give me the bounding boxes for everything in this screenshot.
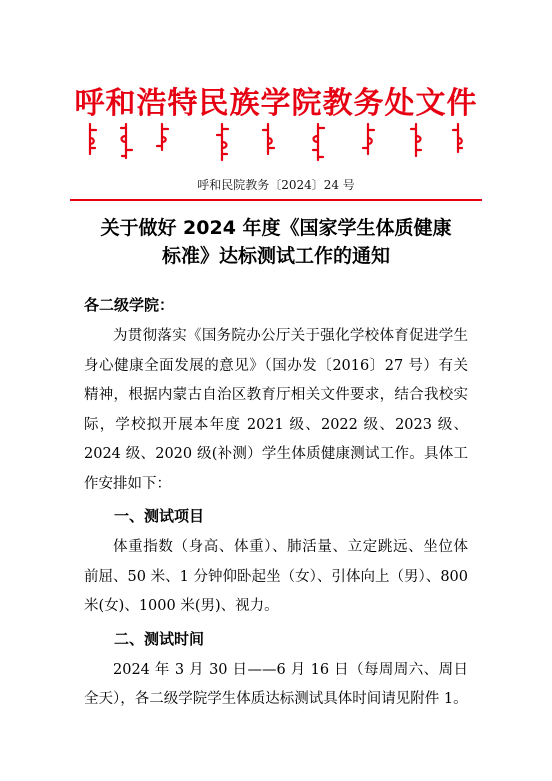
document-number: 呼和民院教务〔2024〕24 号 [197,178,355,192]
mongolian-script-title [86,120,466,162]
addressee: 各二级学院： [84,296,175,314]
issuer-red-title: 呼和浩特民族学院教务处文件 [74,86,478,121]
intro-paragraph: 为贯彻落实《国务院办公厅关于强化学校体育促进学生身心健康全面发展的意见》（国办发〔2016〕27 号）有关精神，根据内蒙古自治区教育厅相关文件要求，结合我校实际，学校拟开展本年度 2021 级、2022 级、2023 级、2024 级、2020 级(补测）学生体质健康测试工作。具体工作安排如下： [84,328,468,492]
notice-title-line-1: 关于做好 2024 年度《国家学生体质健康 [100,217,452,239]
notice-body [84,290,468,715]
notice-title [60,214,492,270]
test-items-paragraph: 体重指数（身高、体重）、肺活量、立定跳远、坐位体前屈、50 米、1 分钟仰卧起坐（女）、引体向上（男）、800 米(女)、1000 米(男)、视力。 [84,539,468,614]
section-heading-test-items: 一、测试项目 [114,507,205,525]
test-time-paragraph: 2024 年 3 月 30 日——6 月 16 日（每周周六、周日全天），各二级学院学生体质达标测试具体时间请见附件 1。 [84,661,468,707]
red-divider-line [70,199,482,201]
notice-title-line-2: 标准》达标测试工作的通知 [161,245,390,267]
section-heading-test-time: 二、测试时间 [114,629,205,648]
